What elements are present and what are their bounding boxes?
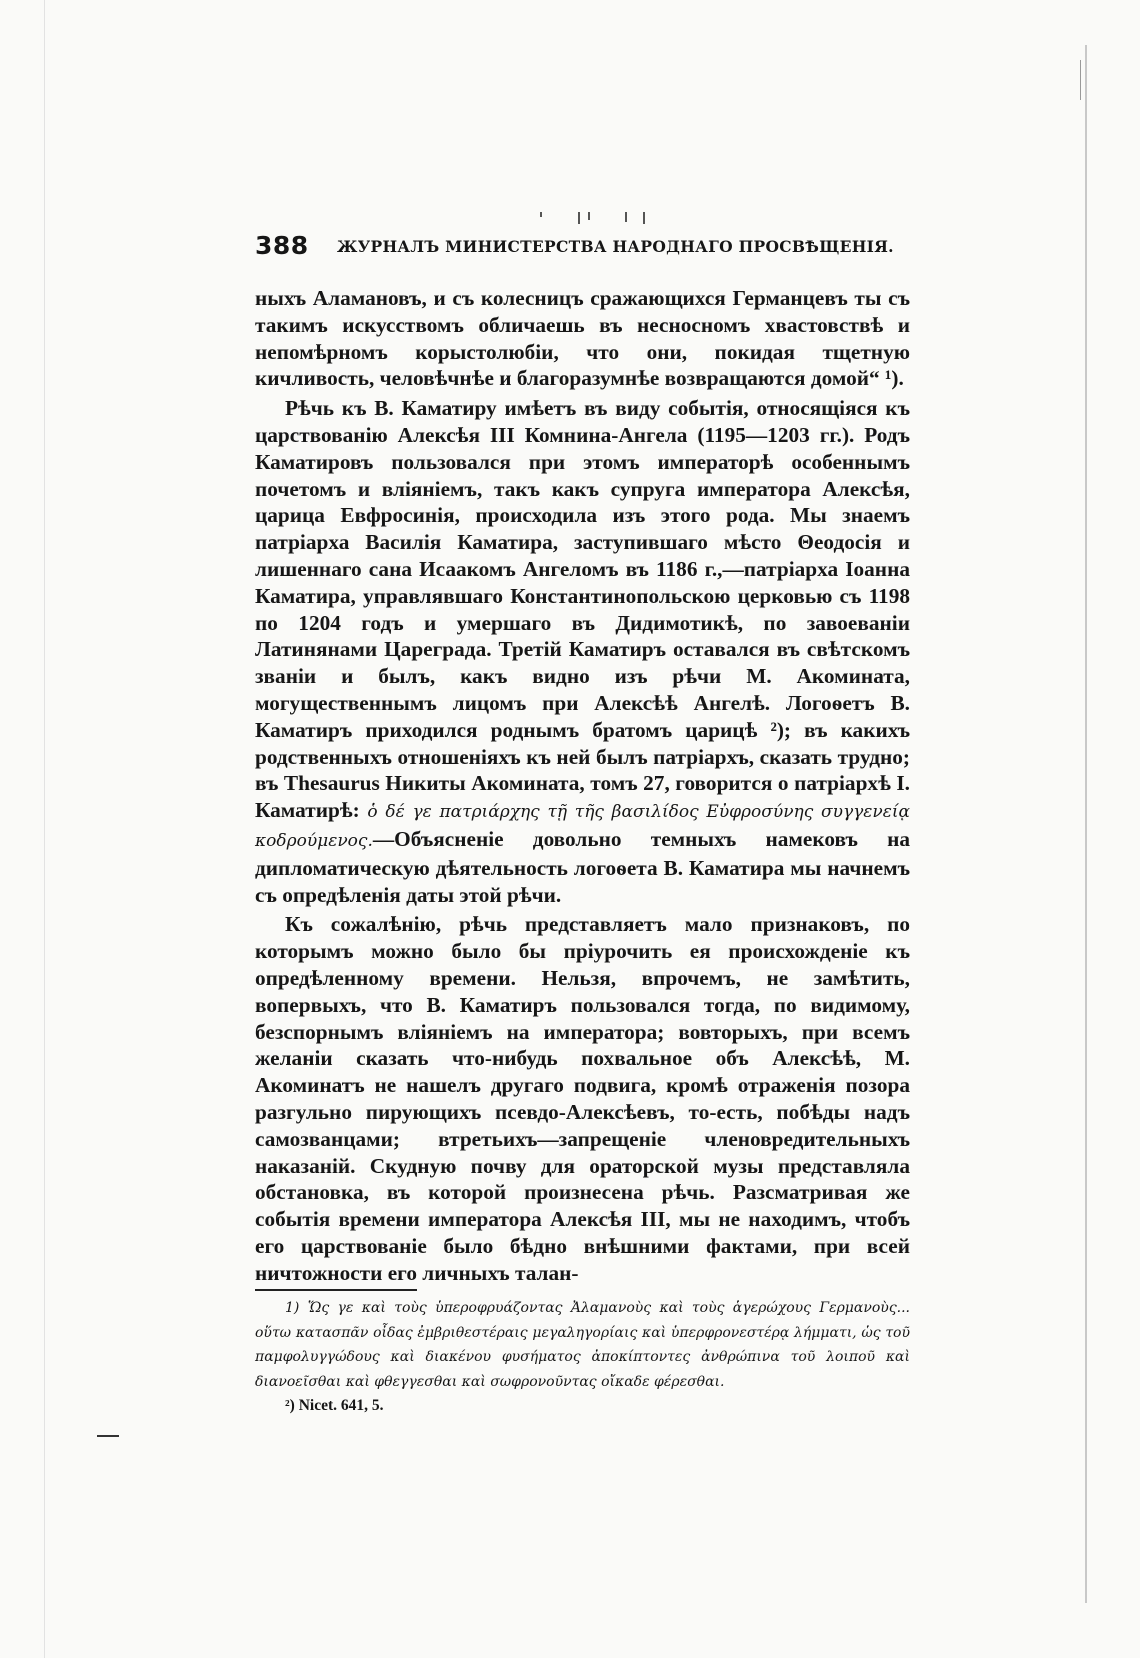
footnote-2-marker: ²) xyxy=(285,1397,295,1414)
paragraph-2-text: Рѣчь къ В. Каматиру имѣетъ въ виду событія, относящіяся къ царствованію Алексѣя III Комнина-Ангела (1195—1203 гг.). Родъ Каматировъ пользовался при этомъ императорѣ особеннымъ почетомъ и вліяніемъ, такъ какъ супруга императора Алексѣя, царица Евфросинія, происходила изъ этого рода. Мы знаемъ патріарха Василія Каматира, заступившаго мѣсто Θеодосія и лишеннаго сана Исаакомъ Ангеломъ въ 1186 г.,—патріарха Іоанна Каматира, управлявшаго Константинопольскою церковью съ 1198 по 1204 годъ и умершаго въ Дидимотикѣ, по завоеваніи Латинянами Цареграда. Третій Каматиръ оставался въ свѣтскомъ званіи и былъ, какъ видно изъ рѣчи М. Акомината, могущественнымъ лицомъ при Алексѣѣ Ангелѣ. Логоѳетъ В. Каматиръ приходился роднымъ братомъ царицѣ ²); въ какихъ родственныхъ отношеніяхъ къ ней былъ патріархъ, сказать трудно; въ Thesaurus Никиты Акомината, томъ 27, говорится о патріархѣ І. Каматирѣ: xyxy=(255,396,910,823)
footnote-1 xyxy=(255,1296,910,1394)
scan-marks xyxy=(540,212,720,226)
page-edge-left xyxy=(44,0,45,1658)
footnote-2 xyxy=(255,1394,910,1418)
footnote-1-marker: 1) xyxy=(285,1300,300,1316)
paragraph-3: Къ сожалѣнію, рѣчь представляетъ мало признаковъ, по которымъ можно было бы пріурочить ея происхожденіе къ опредѣленному времени. Нельзя, впрочемъ, не замѣтить, вопервыхъ, что В. Каматиръ пользовался тогда, по видимому, безспорнымъ вліяніемъ на императора; вовторыхъ, при всемъ желаніи сказать что-нибудь похвальное объ Алексѣѣ, М. Акоминатъ не нашелъ другаго подвига, кромѣ отраженія позора разгульно пирующихъ псевдо-Алексѣевъ, то-есть, побѣды надъ самозванцами; втретьихъ—запрещеніе членовредительныхъ наказаній. Скудную почву для ораторской музы представляла обстановка, въ которой произнесена рѣчь. Разсматривая же событія времени императора Алексѣя III, мы не находимъ, чтобъ его царствованіе было бѣдно внѣшними фактами, при всей ничтожности его личныхъ талан- xyxy=(255,912,910,1285)
running-title: ЖУРНАЛЪ МИНИСТЕРСТВА НАРОДНАГО ПРОСВѢЩЕНІЯ. xyxy=(337,237,894,256)
body-text xyxy=(255,285,910,1286)
page-number: 388 xyxy=(255,231,309,260)
footnote-divider xyxy=(255,1289,417,1291)
page-header xyxy=(255,231,910,269)
footnote-1-text: Ὥς γε καὶ τοὺς ὑπεροφρυάζοντας Ἀλαμανοὺς καὶ τοὺς ἁγερώχους Γερμανοὺς... οὕτω κατασπᾶν οἶδας ἐμβριθεστέραις μεγαληγορίαις καὶ ὑπερφρονεστέρᾳ λήμματι, ὡς τοῦ παμφολυγγώδους καὶ διακένου φυσήματος ἀποκίπτοντες ἀνθρώπινα τοῦ λοιποῦ καὶ διανοεῖσθαι καὶ φθεγγεσθαι καὶ σωφρονοῦντας οἴκαδε φέρεσθαι. xyxy=(255,1300,911,1390)
page-edge-right-inner xyxy=(1080,60,1081,100)
paragraph-1: ныхъ Аламановъ, и съ колесницъ сражающихся Германцевъ ты съ такимъ искусствомъ обличаешь въ несносномъ хвастовствѣ и непомѣрномъ корыстолюбіи, что они, покидая тщетную кичливость, человѣчнѣе и благоразумнѣе возвращаются домой“ ¹). xyxy=(255,286,910,391)
margin-mark xyxy=(97,1435,119,1437)
footnotes xyxy=(255,1296,910,1418)
footnote-2-text: Nicet. 641, 5. xyxy=(298,1397,384,1414)
paragraph-2-end: —Объясненіе довольно темныхъ намековъ на дипломатическую дѣятельность логоѳета В. Каматира мы начнемъ съ опредѣленія даты этой рѣчи. xyxy=(255,826,910,907)
paragraph-2 xyxy=(255,395,910,908)
greek-quote: ὁ δέ γε πατριάρχης τῇ τῆς βασιλίδος Εὐφροσύνης συγγενείᾳ κοδρούμενος. xyxy=(255,802,910,851)
page-edge-right xyxy=(1085,45,1087,1603)
